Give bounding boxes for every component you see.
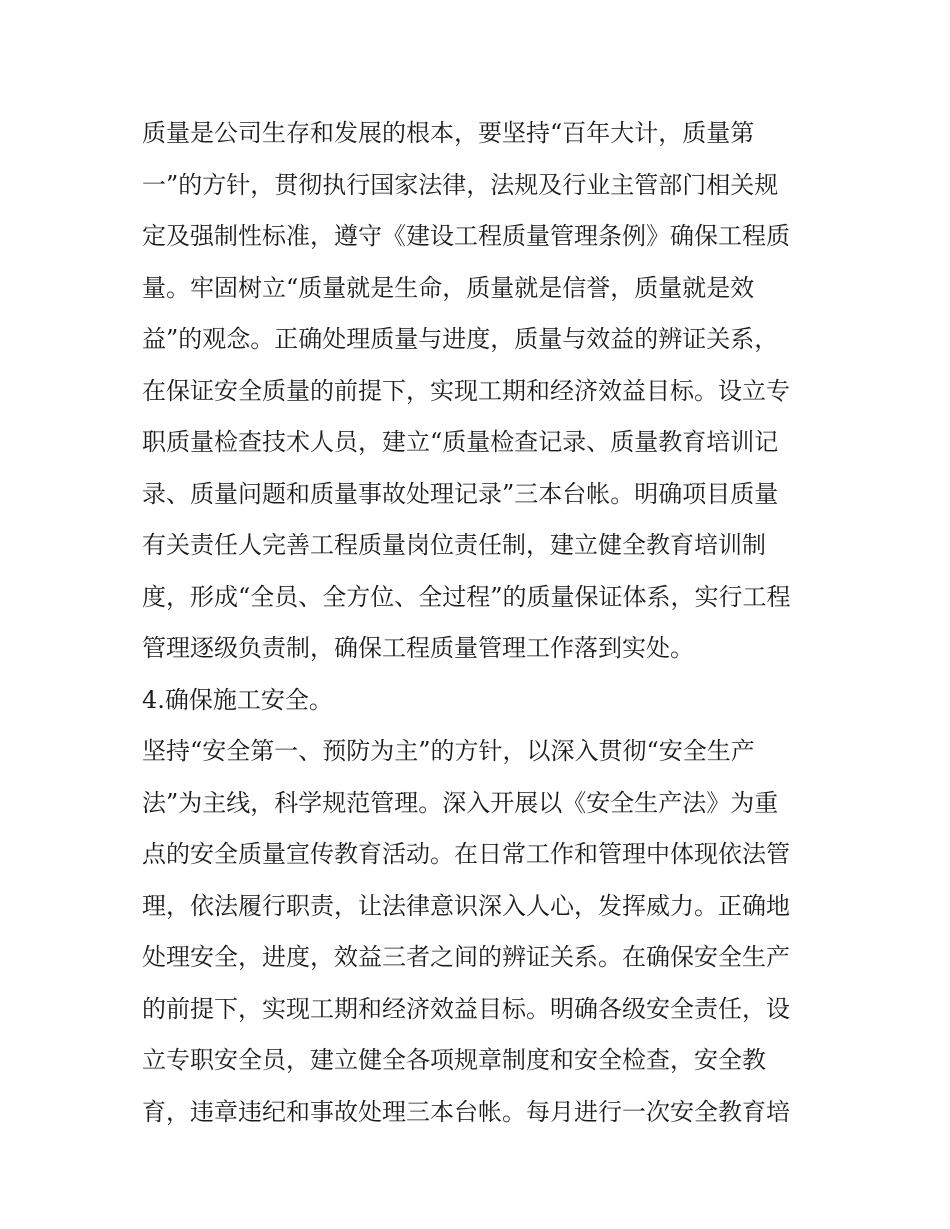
text-line: 量。牢固树立“质量就是生命，质量就是信誉，质量就是效 — [142, 273, 755, 302]
text-line: 益”的观念。正确处理质量与进度，质量与效益的辨证关系， — [142, 325, 779, 353]
text-line: 定及强制性标准，遵守《建设工程质量管理条例》确保工程质 — [142, 222, 790, 250]
text-line: 职质量检查技术人员，建立“质量检查记录、质量教育培训记 — [142, 428, 779, 456]
text-line: 点的安全质量宣传教育活动。在日常工作和管理中体现依法管 — [142, 840, 790, 868]
section-heading: 4.确保施工安全。 — [142, 685, 333, 714]
text-line: 度，形成“全员、全方位、全过程”的质量保证体系，实行工程 — [142, 582, 791, 611]
text-line: 理，依法履行职责，让法律意识深入人心，发挥威力。正确地 — [142, 891, 790, 920]
text-line: 坚持“安全第一、预防为主”的方针，以深入贯彻“安全生产 — [142, 737, 755, 765]
text-line: 管理逐级负责制，确保工程质量管理工作落到实处。 — [142, 634, 694, 662]
text-line: 有关责任人完善工程质量岗位责任制，建立健全教育培训制 — [142, 531, 766, 559]
text-line: 立专职安全员，建立健全各项规章制度和安全检查，安全教 — [142, 1046, 766, 1074]
text-line: 一”的方针，贯彻执行国家法律，法规及行业主管部门相关规 — [142, 170, 779, 199]
text-line: 处理安全，进度，效益三者之间的辨证关系。在确保安全生产 — [142, 943, 790, 971]
text-line: 在保证安全质量的前提下，实现工期和经济效益目标。设立专 — [142, 376, 790, 405]
text-line: 育，违章违纪和事故处理三本台帐。每月进行一次安全教育培 — [142, 1097, 790, 1126]
text-line: 录、质量问题和质量事故处理记录”三本台帐。明确项目质量 — [142, 479, 779, 508]
text-line: 法”为主线，科学规范管理。深入开展以《安全生产法》为重 — [142, 788, 779, 817]
text-line: 的前提下，实现工期和经济效益目标。明确各级安全责任，设 — [142, 994, 790, 1023]
text-line: 质量是公司生存和发展的根本，要坚持“百年大计，质量第 — [142, 119, 755, 147]
body-text — [142, 108, 822, 1138]
